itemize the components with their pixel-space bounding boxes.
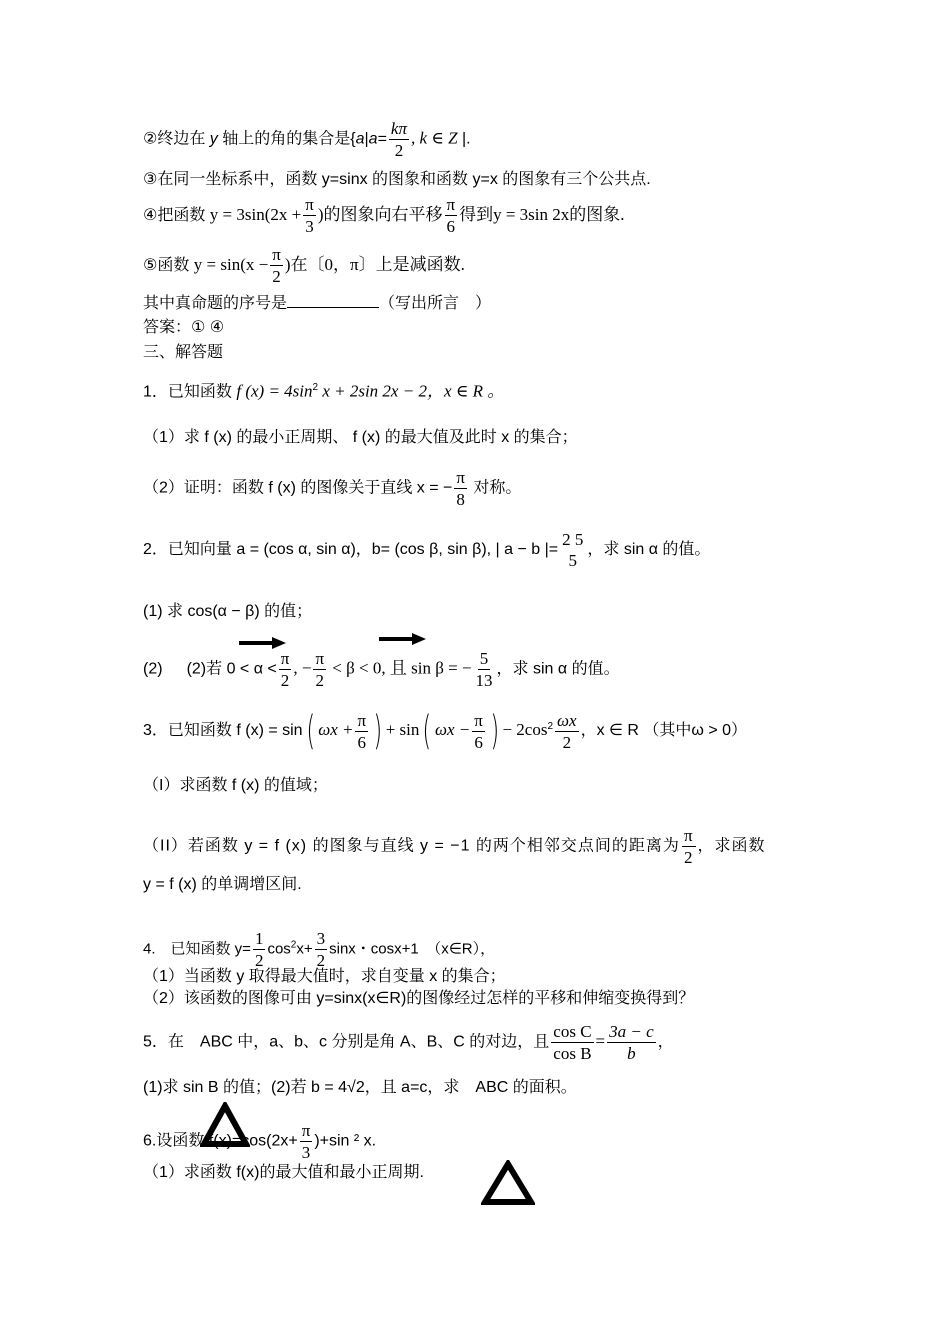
q3-head — [143, 708, 748, 754]
numerator: 2 5 — [562, 530, 584, 549]
q3-sub2-lead: （II）若函数 y = f (x) 的图象与直线 y = −1 的两个相邻交点间的距离为 — [143, 837, 680, 855]
q1-lead: 1．已知函数 — [143, 383, 237, 401]
denominator: 2 — [272, 267, 281, 286]
numerator: 3a − c — [609, 1022, 654, 1041]
q1-head — [143, 378, 504, 402]
numerator: π — [315, 649, 325, 668]
statement-4-tail: 得到y = 3sin 2x的图象. — [459, 205, 625, 224]
question-line — [143, 293, 491, 314]
q2-sub2-lead: (2)若 0 < α < — [186, 660, 277, 678]
numerator: π — [446, 195, 456, 214]
fraction — [607, 1023, 656, 1062]
q1-sub1: （1）求 f (x) 的最小正周期、 f (x) 的最大值及此时 x 的集合； — [143, 429, 578, 446]
statement-2-end: |. — [457, 130, 471, 148]
fraction — [313, 650, 326, 689]
arrow-icon — [238, 636, 288, 650]
fraction — [454, 469, 467, 508]
denominator: 2 — [316, 951, 326, 970]
fraction — [253, 930, 266, 969]
question-lead: 其中真命题的序号是 — [143, 295, 288, 312]
statement-4 — [143, 196, 625, 235]
q1-func: f (x) = 4sin — [236, 381, 313, 401]
numerator: π — [683, 826, 694, 845]
var-a: a — [355, 130, 365, 148]
q1-sub2-tail: 对称。 — [468, 479, 522, 497]
q4-sub2: （2）该函数的图像可由 y=sinx(x∈R)的图像经过怎样的平移和伸缩变换得到？ — [143, 990, 695, 1007]
q2-head — [143, 531, 710, 569]
statement-4-eq: y = 3sin(2x + — [209, 205, 302, 224]
statement-5-eq: y = sin(x − — [193, 255, 269, 274]
numerator: 5 — [479, 649, 489, 668]
numerator: π — [301, 1121, 311, 1140]
triangle-icon — [481, 1160, 535, 1206]
q2-lead: 2．已知向量 a = (cos α, sin α)，b= (cos β, sin β), | a − b |= — [143, 541, 559, 559]
numerator: π — [456, 468, 465, 487]
numerator: π — [474, 710, 483, 730]
q6-lead: 6.设函数 f(x)=cos(2x+ — [143, 1132, 298, 1150]
statement-4-lead: ④把函数 — [143, 207, 210, 224]
answer: 答案：① ④ — [143, 319, 225, 336]
numerator: π — [272, 245, 281, 264]
statement-5 — [143, 246, 465, 285]
q3-tail: ，x ∈ R （其中ω > 0） — [580, 722, 748, 740]
denominator: cos B — [553, 1044, 592, 1063]
fraction — [303, 196, 316, 235]
denominator: 2 — [254, 951, 264, 970]
numerator: kπ — [390, 119, 407, 138]
q3-minus: − 2cos — [502, 720, 548, 740]
q4-head — [143, 930, 495, 969]
q4-mid: cos — [267, 940, 291, 958]
q2-mid2: < β < 0, 且 sin β = − — [328, 658, 472, 678]
denominator: 6 — [474, 732, 483, 752]
denominator: 6 — [446, 217, 456, 236]
fraction — [300, 1122, 313, 1161]
fraction — [355, 712, 368, 751]
fraction — [389, 120, 409, 159]
q3-arg2: ωx − — [434, 720, 471, 740]
q2-mid1: , − — [293, 658, 312, 678]
denominator: 2 — [315, 671, 324, 690]
denominator: 6 — [357, 732, 367, 752]
statement-2-lead: ②终边在 — [143, 130, 210, 148]
q6-tail: )+sin ² x. — [314, 1132, 377, 1150]
statement-2-tail: , k ∈ Z — [410, 128, 458, 148]
q1-sub2-lead: （2）证明：函数 f (x) 的图像关于直线 x = − — [143, 479, 453, 497]
q2-tail: ，求 sin α 的值。 — [587, 541, 711, 559]
q2-sub2 — [143, 650, 620, 689]
q5-head — [143, 1023, 674, 1062]
fraction — [551, 1023, 593, 1062]
q3-sup: 2 — [547, 720, 554, 732]
question-tail: （写出所言 ） — [379, 295, 492, 312]
denominator: 5 — [568, 551, 577, 570]
triangle-icon — [200, 1102, 250, 1148]
numerator: π — [357, 710, 367, 730]
q4-sub1: （1）当函数 y 取得最大值时，求自变量 x 的集合； — [143, 968, 506, 985]
statement-4-mid: )的图象向右平移 — [317, 205, 443, 224]
q3-sub2-cont: y = f (x) 的单调增区间. — [143, 876, 302, 893]
denominator: 2 — [683, 848, 694, 867]
answer-blank — [287, 293, 379, 308]
statement-3: ③在同一坐标系中，函数 y=sinx 的图象和函数 y=x 的图象有三个公共点. — [143, 171, 651, 188]
statement-2 — [143, 120, 471, 159]
q2-sub2-tail: ，求 sin α 的值。 — [496, 660, 620, 678]
q4-tail: sinx・cosx+1 （x∈R）， — [329, 940, 496, 958]
numerator: π — [305, 195, 314, 214]
q4-lead: 4. 已知函数 y= — [143, 940, 251, 958]
fraction — [445, 196, 458, 235]
q4-mid2: x+ — [296, 940, 313, 958]
q1-sup: 2 — [312, 382, 319, 393]
arrow-icon — [378, 632, 428, 646]
var-a2: a — [368, 130, 378, 148]
numerator: 1 — [254, 929, 264, 948]
denominator: 8 — [456, 490, 465, 509]
numerator: cos C — [553, 1022, 592, 1041]
denominator: 2 — [280, 671, 290, 690]
q6-sub1: （1）求函数 f(x)的最大值和最小正周期. — [143, 1164, 424, 1181]
q3-lead: 3．已知函数 f (x) = sin — [143, 722, 303, 740]
q6-head — [143, 1122, 376, 1161]
q2-sub2-label: (2) — [143, 660, 163, 678]
var-y: y — [209, 130, 218, 148]
q2-sub1: (1) 求 cos(α − β) 的值； — [143, 603, 313, 620]
fraction — [315, 930, 328, 969]
paren-open: ( — [422, 708, 432, 754]
q3-sub1: （I）求函数 f (x) 的值域； — [143, 777, 328, 794]
q1-func2: x + 2sin 2x − 2，x ∈ R 。 — [318, 381, 505, 401]
q3-sub2-tail: ，求函数 — [697, 837, 766, 855]
numerator: ωx — [557, 710, 577, 730]
paren-close: ) — [373, 708, 383, 754]
denominator: 2 — [394, 141, 404, 160]
bar: | — [364, 130, 369, 148]
eq-sign: = — [595, 1031, 606, 1051]
denominator: 13 — [475, 671, 493, 690]
fraction — [560, 531, 585, 569]
eq-sign: = — [377, 130, 387, 148]
statement-5-tail: )在〔0，π〕上是减函数. — [284, 255, 465, 274]
q5-tail: ， — [657, 1033, 674, 1051]
statement-2-mid: 轴上的角的集合是{ — [217, 130, 356, 148]
fraction — [682, 827, 696, 866]
q3-arg1: ωx + — [318, 720, 354, 740]
q5-sub: (1)求 sin B 的值；(2)若 b = 4√2，且 a=c，求 ABC 的面积。 — [143, 1079, 577, 1096]
denominator: 3 — [305, 217, 314, 236]
fraction — [474, 650, 495, 689]
q3-plus: + sin — [385, 720, 420, 740]
q5-lead: 5．在 ABC 中，a、b、c 分别是角 A、B、C 的对边，且 — [143, 1033, 550, 1051]
numerator: 3 — [316, 929, 326, 948]
q1-sub2 — [143, 469, 521, 508]
statement-5-lead: ⑤函数 — [143, 257, 194, 274]
paren-open: ( — [306, 708, 315, 754]
numerator: π — [280, 649, 290, 668]
fraction — [472, 712, 485, 751]
denominator: b — [627, 1044, 636, 1063]
section-heading: 三、解答题 — [143, 344, 224, 361]
fraction — [555, 712, 579, 751]
fraction — [270, 246, 283, 285]
paren-close: ) — [490, 708, 499, 754]
denominator: 2 — [562, 732, 572, 752]
q4-sup: 2 — [290, 939, 297, 951]
q3-sub2 — [143, 827, 766, 866]
denominator: 3 — [301, 1143, 311, 1162]
fraction — [279, 650, 292, 689]
